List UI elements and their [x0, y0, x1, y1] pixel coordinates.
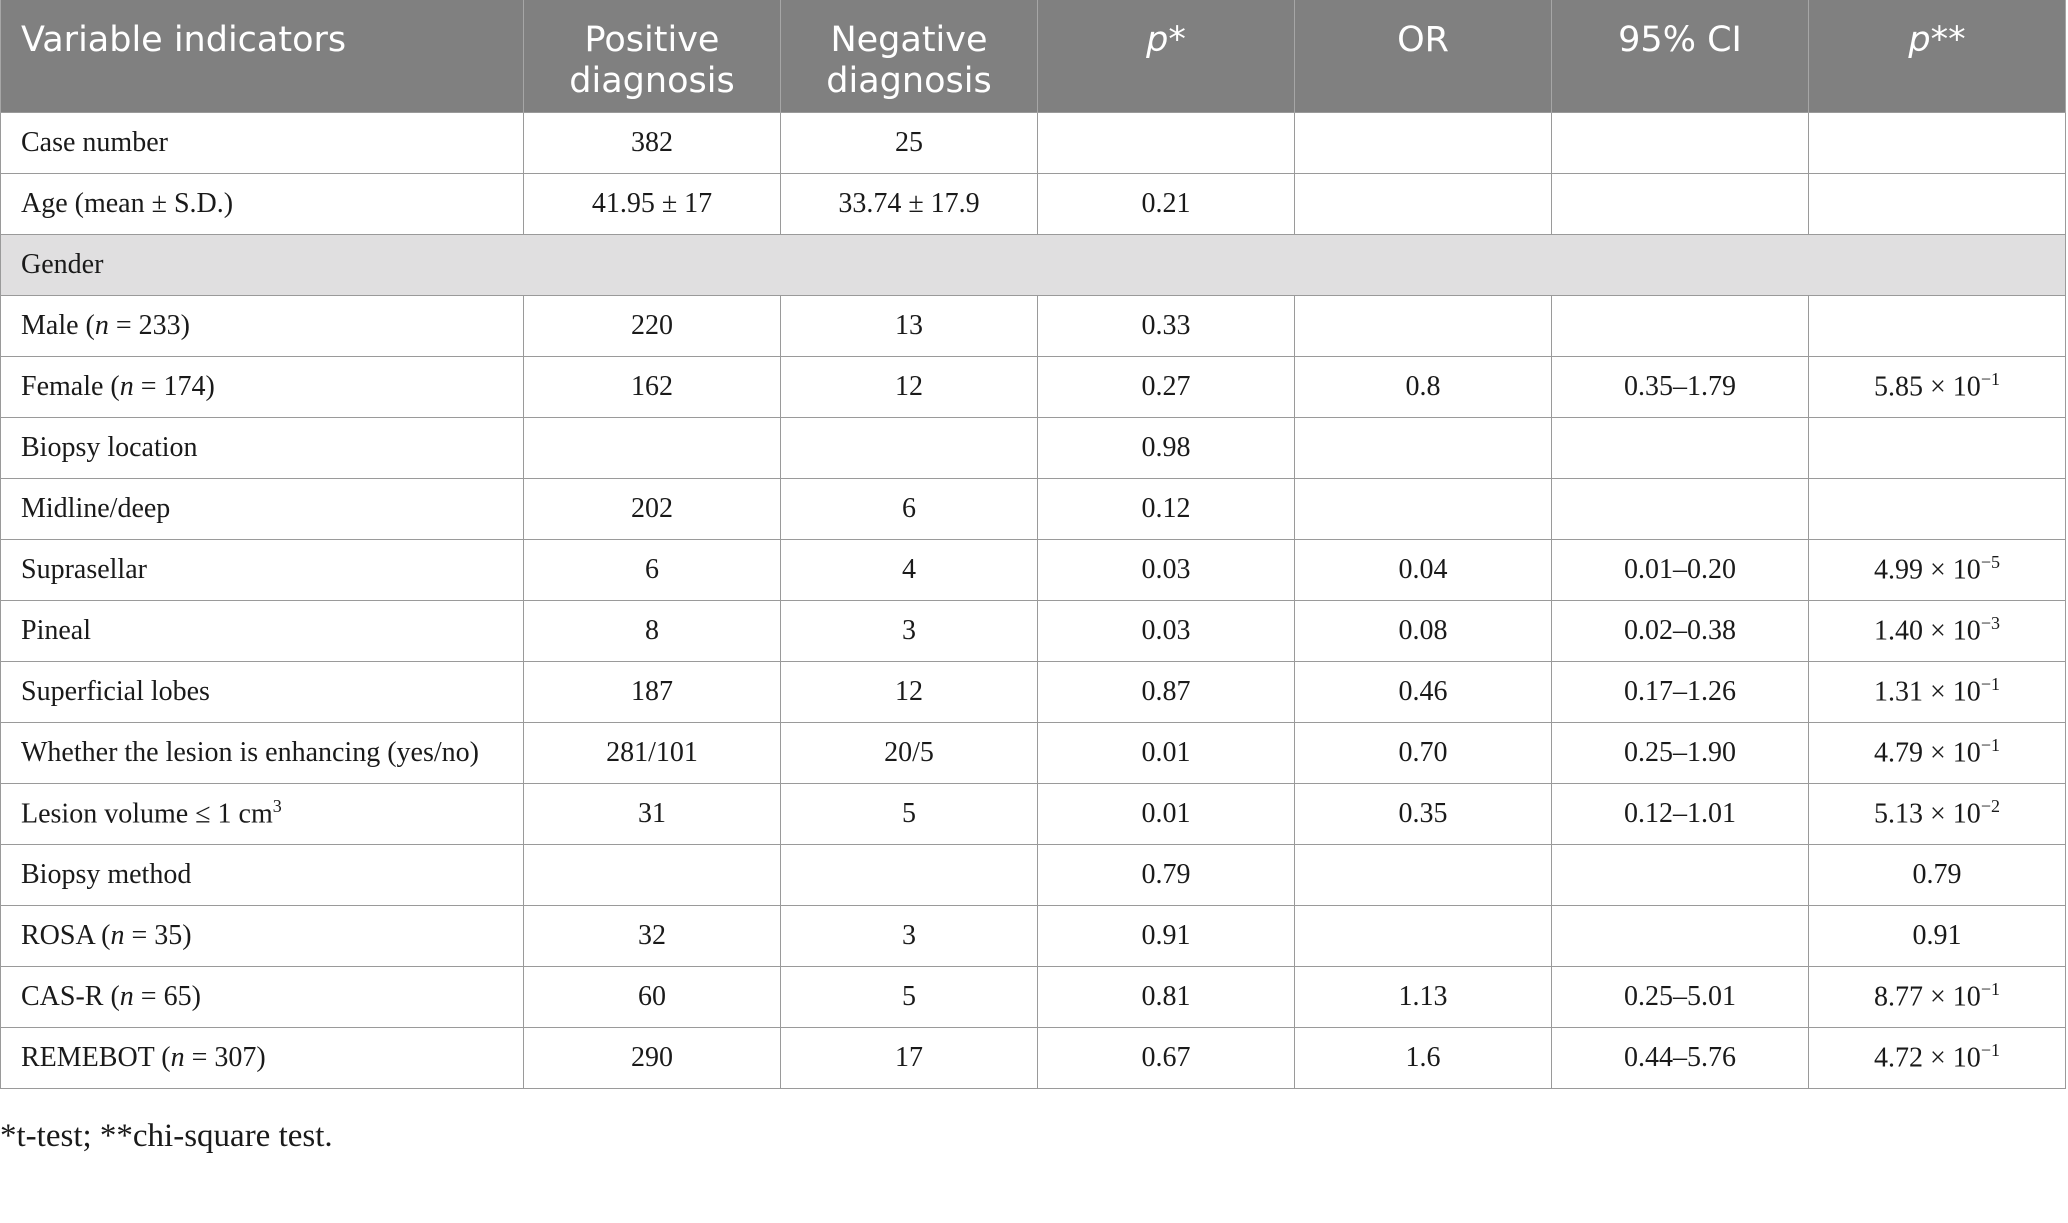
table-cell: 0.27	[1038, 356, 1295, 417]
row-label: CAS-R (n = 65)	[1, 966, 524, 1027]
row-label: Lesion volume ≤ 1 $cm^3$	[1, 783, 524, 844]
table-cell	[1552, 295, 1809, 356]
table-cell: 0.91	[1809, 905, 2066, 966]
table-row	[1, 1027, 2066, 1088]
header-p-ttest: p*	[1038, 0, 1295, 112]
table-row	[1, 722, 2066, 783]
row-label: Suprasellar	[1, 539, 524, 600]
table-cell: 12	[781, 356, 1038, 417]
table-cell	[524, 844, 781, 905]
row-label: REMEBOT (n = 307)	[1, 1027, 524, 1088]
table-row	[1, 112, 2066, 173]
table-row	[1, 966, 2066, 1027]
table-cell: 20/5	[781, 722, 1038, 783]
table-cell: 0.21	[1038, 173, 1295, 234]
header-variable-indicators: Variable indicators	[1, 0, 524, 112]
row-label: Whether the lesion is enhancing (yes/no)	[1, 722, 524, 783]
table-cell: 5	[781, 783, 1038, 844]
table-cell: 0.01–0.20	[1552, 539, 1809, 600]
table-cell	[1809, 112, 2066, 173]
table-cell: $8.77 \times 10^{-1}$	[1809, 966, 2066, 1027]
header-or: OR	[1295, 0, 1552, 112]
table-cell: $4.99 \times 10^{-5}$	[1809, 539, 2066, 600]
table-row	[1, 844, 2066, 905]
table-cell	[1552, 417, 1809, 478]
sample-size: n	[119, 370, 134, 402]
table-cell: 0.08	[1295, 600, 1552, 661]
table-cell: 60	[524, 966, 781, 1027]
table-cell	[1552, 905, 1809, 966]
table-cell: 187	[524, 661, 781, 722]
table-cell: 31	[524, 783, 781, 844]
table-cell: 0.03	[1038, 539, 1295, 600]
row-label: Biopsy method	[1, 844, 524, 905]
table-cell: 0.03	[1038, 600, 1295, 661]
table-cell	[781, 417, 1038, 478]
table-row	[1, 661, 2066, 722]
table-cell	[1038, 112, 1295, 173]
table-cell: 33.74 ± 17.9	[781, 173, 1038, 234]
table-cell: 220	[524, 295, 781, 356]
table-cell: 0.87	[1038, 661, 1295, 722]
table-cell	[1295, 173, 1552, 234]
table-cell	[1552, 173, 1809, 234]
table-cell: 12	[781, 661, 1038, 722]
table-cell: 41.95 ± 17	[524, 173, 781, 234]
table-cell	[1809, 478, 2066, 539]
table-cell	[1295, 417, 1552, 478]
table-cell	[1295, 905, 1552, 966]
table-cell: 13	[781, 295, 1038, 356]
section-label: Gender	[1, 234, 2066, 295]
table-cell: 290	[524, 1027, 781, 1088]
table-cell: 5	[781, 966, 1038, 1027]
table-cell: 382	[524, 112, 781, 173]
header-negative-diagnosis: Negative diagnosis	[781, 0, 1038, 112]
table-cell: 3	[781, 600, 1038, 661]
table-cell: $4.79 \times 10^{-1}$	[1809, 722, 2066, 783]
table-cell: 0.33	[1038, 295, 1295, 356]
header-positive-diagnosis: Positive diagnosis	[524, 0, 781, 112]
table-cell	[1295, 112, 1552, 173]
table-cell: 0.44–5.76	[1552, 1027, 1809, 1088]
section-row	[1, 234, 2066, 295]
table-row	[1, 539, 2066, 600]
table-cell: 0.12	[1038, 478, 1295, 539]
table-cell	[1552, 112, 1809, 173]
table-cell	[1809, 173, 2066, 234]
table-cell: $1.31 \times 10^{-1}$	[1809, 661, 2066, 722]
table-cell	[1295, 478, 1552, 539]
table-cell: 6	[524, 539, 781, 600]
header-95-ci: 95% CI	[1552, 0, 1809, 112]
row-label: Midline/deep	[1, 478, 524, 539]
table-cell: 0.35	[1295, 783, 1552, 844]
table-cell: $5.85 \times 10^{-1}$	[1809, 356, 2066, 417]
table-cell: 8	[524, 600, 781, 661]
table-cell: 25	[781, 112, 1038, 173]
row-label: ROSA (n = 35)	[1, 905, 524, 966]
table-row	[1, 295, 2066, 356]
sample-size: n	[170, 1041, 185, 1073]
table-row	[1, 905, 2066, 966]
table-cell: 0.91	[1038, 905, 1295, 966]
table-cell: 0.8	[1295, 356, 1552, 417]
row-label: Case number	[1, 112, 524, 173]
row-label: Superficial lobes	[1, 661, 524, 722]
table-footnote: *t-test; **chi-square test.	[0, 1118, 333, 1154]
table-cell: $4.72 \times 10^{-1}$	[1809, 1027, 2066, 1088]
table-cell: 0.67	[1038, 1027, 1295, 1088]
table-cell: 162	[524, 356, 781, 417]
table-row	[1, 783, 2066, 844]
table-row	[1, 478, 2066, 539]
table-cell: 1.6	[1295, 1027, 1552, 1088]
header-row	[1, 0, 2066, 112]
table-cell: 0.01	[1038, 783, 1295, 844]
table-cell: $5.13 \times 10^{-2}$	[1809, 783, 2066, 844]
header-p-chisq: p**	[1809, 0, 2066, 112]
table-cell	[1552, 478, 1809, 539]
table-cell	[1809, 417, 2066, 478]
table-cell: 6	[781, 478, 1038, 539]
row-label: Biopsy location	[1, 417, 524, 478]
table-cell: 0.04	[1295, 539, 1552, 600]
sample-size: n	[119, 980, 134, 1012]
table-cell: 0.12–1.01	[1552, 783, 1809, 844]
table-cell	[1295, 844, 1552, 905]
table-cell: 0.01	[1038, 722, 1295, 783]
table-cell: 0.25–5.01	[1552, 966, 1809, 1027]
table-cell: 281/101	[524, 722, 781, 783]
table-cell	[1552, 844, 1809, 905]
table-row	[1, 600, 2066, 661]
table-cell: 0.81	[1038, 966, 1295, 1027]
table-cell: 0.70	[1295, 722, 1552, 783]
table-cell: 32	[524, 905, 781, 966]
row-label: Female (n = 174)	[1, 356, 524, 417]
table-body	[1, 112, 2066, 1088]
table-cell: 1.13	[1295, 966, 1552, 1027]
sample-size: n	[110, 919, 125, 951]
table-row	[1, 356, 2066, 417]
table-cell: 0.46	[1295, 661, 1552, 722]
table-cell: 0.79	[1038, 844, 1295, 905]
table-cell: 0.25–1.90	[1552, 722, 1809, 783]
row-label: Age (mean ± S.D.)	[1, 173, 524, 234]
table-row	[1, 173, 2066, 234]
table-cell	[524, 417, 781, 478]
table-cell: 0.79	[1809, 844, 2066, 905]
table-cell: 0.35–1.79	[1552, 356, 1809, 417]
table-cell: 4	[781, 539, 1038, 600]
table-cell: $1.40 \times 10^{-3}$	[1809, 600, 2066, 661]
table-cell: 17	[781, 1027, 1038, 1088]
sample-size: n	[94, 309, 109, 341]
table-cell: 0.02–0.38	[1552, 600, 1809, 661]
table-cell: 3	[781, 905, 1038, 966]
table-cell	[1295, 295, 1552, 356]
table-cell	[781, 844, 1038, 905]
row-label: Pineal	[1, 600, 524, 661]
table-row	[1, 417, 2066, 478]
table-cell: 0.17–1.26	[1552, 661, 1809, 722]
table-cell: 0.98	[1038, 417, 1295, 478]
table-cell	[1809, 295, 2066, 356]
table-cell: 202	[524, 478, 781, 539]
row-label: Male (n = 233)	[1, 295, 524, 356]
